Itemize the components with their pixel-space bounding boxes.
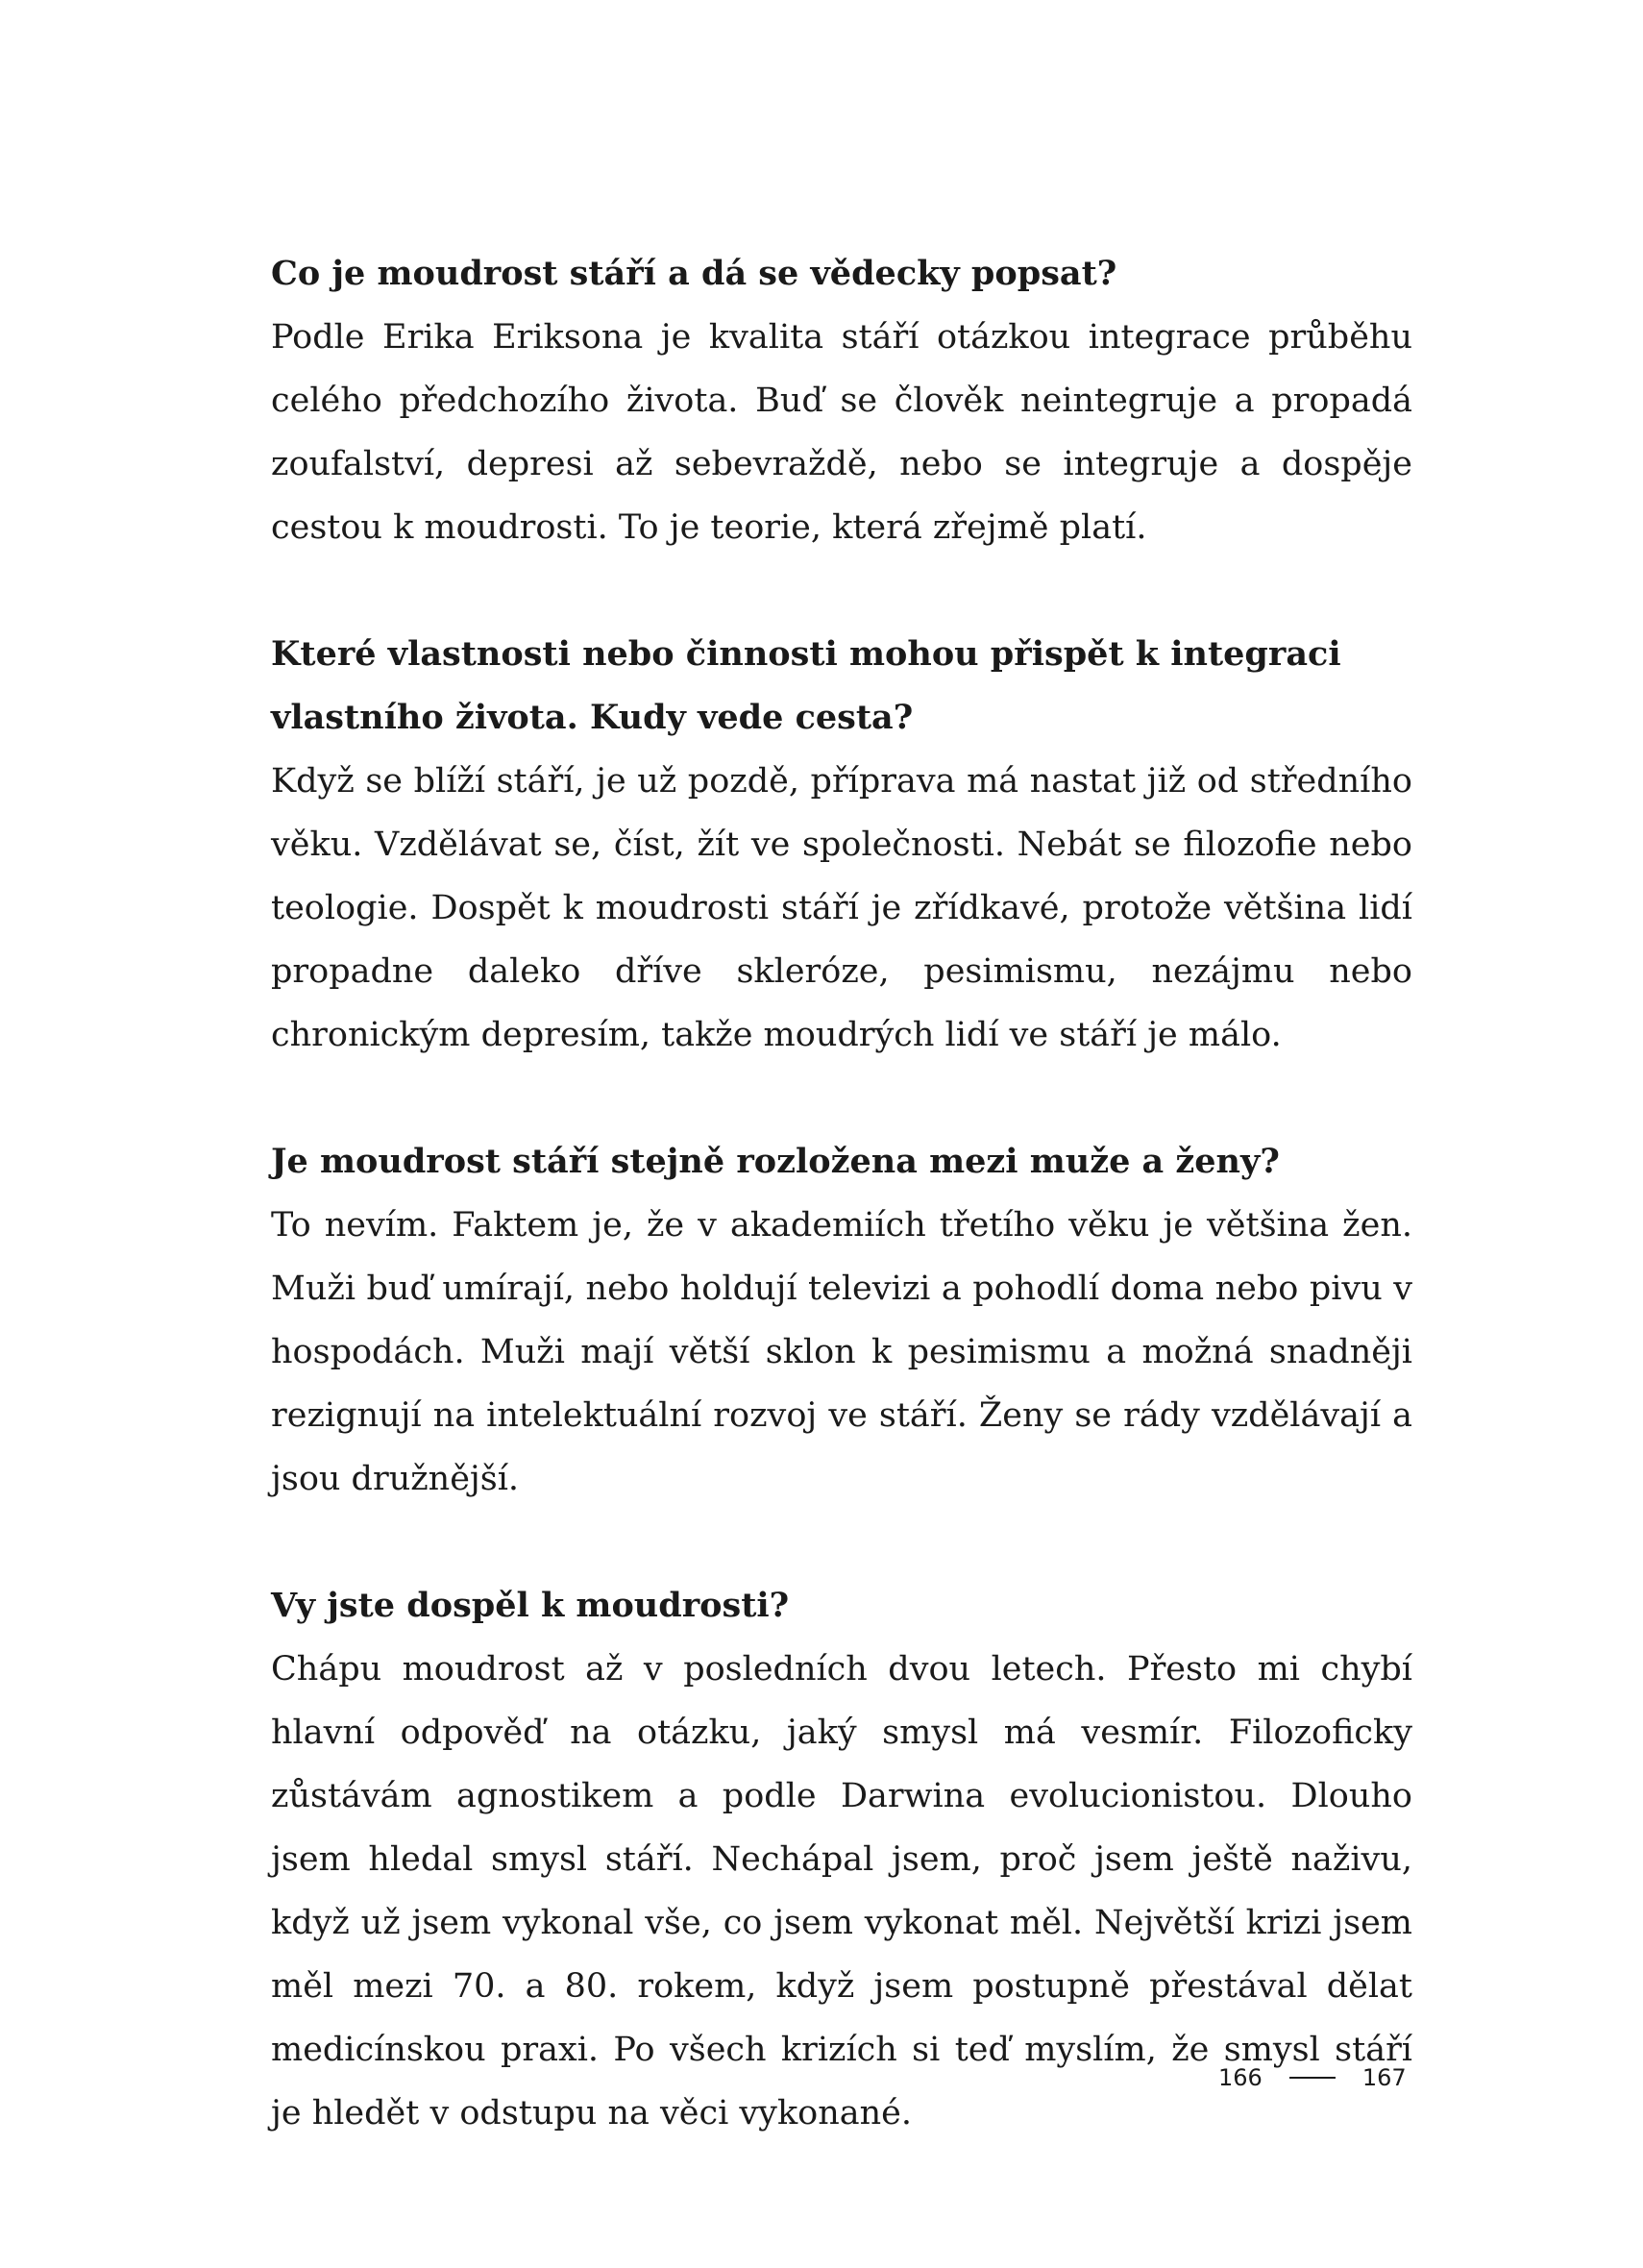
page-number-divider	[1289, 2077, 1336, 2079]
interview-text	[271, 242, 1412, 2208]
answer-paragraph: To nevím. Faktem je, že v akademiích třetího věku je většina žen. Muži buď umírají, nebo holdují televizi a pohodlí doma nebo pivu v hospodách. Muži mají větší sklon k pesimismu a možná snadněji rezignují na intelektuální rozvoj ve stáří. Ženy se rády vzdělávají a jsou družnější.	[271, 1206, 1412, 1498]
page-number-right: 167	[1361, 2064, 1407, 2091]
question-heading: Co je moudrost stáří a dá se vědecky popsat?	[271, 254, 1117, 293]
qa-section-2	[271, 623, 1412, 1067]
qa-section-3	[271, 1130, 1412, 1511]
answer-paragraph: Když se blíží stáří, je už pozdě, příprava má nastat již od středního věku. Vzdělávat se, číst, žít ve společnosti. Nebát se filozofie nebo teologie. Dospět k moudrosti stáří je zřídkavé, protože většina lidí propadne daleko dříve skleróze, pesimismu, nezájmu nebo chronickým depresím, takže moudrých lidí ve stáří je málo.	[271, 762, 1412, 1054]
question-heading: Které vlastnosti nebo činnosti mohou přispět k integraci vlastního života. Kudy vede cesta?	[271, 634, 1341, 737]
page-number-left: 166	[1218, 2064, 1263, 2091]
question-heading: Je moudrost stáří stejně rozložena mezi muže a ženy?	[271, 1142, 1280, 1181]
answer-paragraph: Podle Erika Eriksona je kvalita stáří otázkou integrace průběhu celého předchozího života. Buď se člověk neintegruje a propadá zoufalství, depresi až sebevraždě, nebo se integruje a dospěje cestou k moudrosti. To je teorie, která zřejmě platí.	[271, 318, 1412, 547]
answer-paragraph: Chápu moudrost až v posledních dvou letech. Přesto mi chybí hlavní odpověď na otázku, jaký smysl má vesmír. Filozoficky zůstávám agnostikem a podle Darwina evolucionistou. Dlouho jsem hledal smysl stáří. Nechápal jsem, proč jsem ještě naživu, když už jsem vykonal vše, co jsem vykonat měl. Největší krizi jsem měl mezi 70. a 80. rokem, když jsem postupně přestával dělat medicínskou praxi. Po všech krizích si teď myslím, že smysl stáří je hledět v odstupu na věci vykonané.	[271, 1650, 1412, 2132]
qa-section-1	[271, 242, 1412, 559]
page-numbers	[1218, 2058, 1407, 2097]
question-heading: Vy jste dospěl k moudrosti?	[271, 1586, 790, 1625]
